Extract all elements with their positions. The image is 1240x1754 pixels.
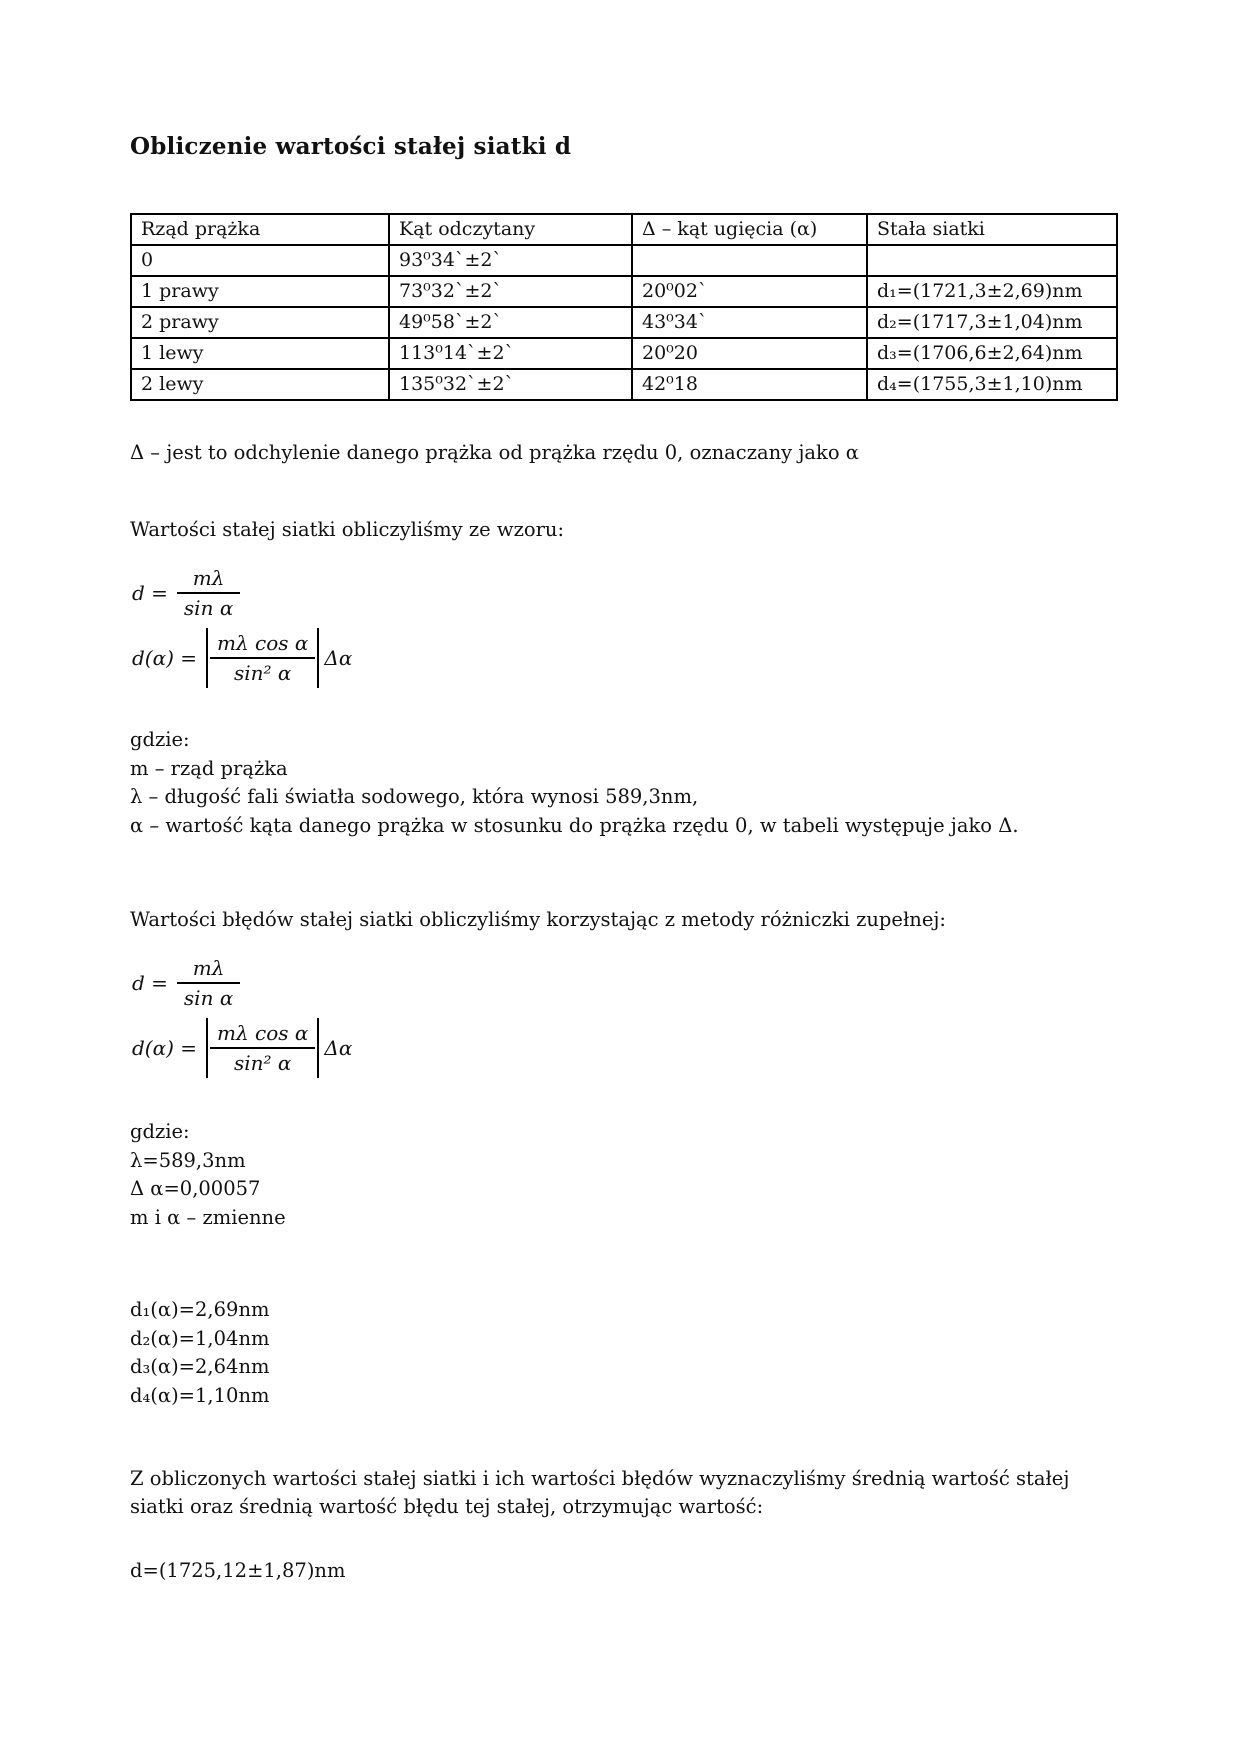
cell-angle-read: 49⁰58`±2` <box>389 307 632 338</box>
result-line: d₄(α)=1,10nm <box>130 1383 270 1407</box>
definition-line: m – rząd prążka <box>130 756 288 780</box>
cell-order: 1 prawy <box>131 276 389 307</box>
page-title: Obliczenie wartości stałej siatki d <box>130 133 572 160</box>
denominator: sin² α <box>234 661 292 685</box>
cell-deflection: 20⁰20 <box>632 338 867 369</box>
formula-lhs: d = <box>132 581 168 605</box>
formula-block-1 <box>130 566 1130 688</box>
fraction <box>177 566 240 620</box>
fraction <box>177 956 240 1010</box>
formula-lhs: d(α) = <box>132 1036 198 1060</box>
results-table <box>130 213 1118 401</box>
result-line: d₂(α)=1,04nm <box>130 1326 270 1350</box>
formula-suffix: Δα <box>324 1036 353 1060</box>
cell-order: 0 <box>131 245 389 276</box>
definition-line: λ=589,3nm <box>130 1148 246 1172</box>
cell-deflection <box>632 245 867 276</box>
delta-note: Δ – jest to odchylenie danego prążka od prążka rzędu 0, oznaczany jako α <box>130 441 859 464</box>
cell-grating-constant <box>867 245 1117 276</box>
table-row <box>131 369 1117 400</box>
numerator: mλ cos α <box>210 1021 315 1049</box>
denominator: sin² α <box>234 1051 292 1075</box>
result-line: d₁(α)=2,69nm <box>130 1298 270 1321</box>
gdzie-label: gdzie: <box>130 1120 190 1143</box>
table-row <box>131 245 1117 276</box>
formula-suffix: Δα <box>324 646 353 670</box>
cell-angle-read: 113⁰14`±2` <box>389 338 632 369</box>
absolute-value-bars <box>206 1018 319 1078</box>
cell-grating-constant: d₁=(1721,3±2,69)nm <box>867 276 1117 307</box>
col-header-stala-siatki: Stała siatki <box>867 214 1117 245</box>
formula-d-alpha <box>132 1018 1130 1078</box>
numerator: mλ cos α <box>210 631 315 659</box>
formula-d <box>132 566 1130 620</box>
denominator: sin α <box>183 986 234 1010</box>
fraction <box>210 1021 315 1075</box>
formula-d <box>132 956 1130 1010</box>
result-line: d₃(α)=2,64nm <box>130 1355 270 1378</box>
col-header-kat-odczytany: Kąt odczytany <box>389 214 632 245</box>
numerator: mλ <box>177 566 240 594</box>
cell-deflection: 42⁰18 <box>632 369 867 400</box>
formula-d-alpha <box>132 628 1130 688</box>
cell-angle-read: 73⁰32`±2` <box>389 276 632 307</box>
definition-line: α – wartość kąta danego prążka w stosunku do prążka rzędu 0, w tabeli występuje jako Δ. <box>130 813 1019 837</box>
table-row <box>131 307 1117 338</box>
cell-angle-read: 93⁰34`±2` <box>389 245 632 276</box>
final-value: d=(1725,12±1,87)nm <box>130 1559 346 1582</box>
cell-order: 2 lewy <box>131 369 389 400</box>
cell-angle-read: 135⁰32`±2` <box>389 369 632 400</box>
col-header-rzad-prazka: Rząd prążka <box>131 214 389 245</box>
definitions-section-2 <box>130 1118 1130 1232</box>
cell-order: 1 lewy <box>131 338 389 369</box>
error-formula-intro: Wartości błędów stałej siatki obliczyliśmy korzystając z metody różniczki zupełnej: <box>130 908 946 931</box>
formula-block-2 <box>130 956 1130 1078</box>
formula-lhs: d = <box>132 971 168 995</box>
table-row <box>131 276 1117 307</box>
conclusion-paragraph: Z obliczonych wartości stałej siatki i ich wartości błędów wyznaczyliśmy średnią wartość stałej siatki oraz średnią wartość błędu tej stałej, otrzymując wartość: <box>130 1467 1070 1518</box>
cell-order: 2 prawy <box>131 307 389 338</box>
formula-intro: Wartości stałej siatki obliczyliśmy ze wzoru: <box>130 518 565 541</box>
gdzie-label: gdzie: <box>130 728 190 751</box>
cell-grating-constant: d₄=(1755,3±1,10)nm <box>867 369 1117 400</box>
error-results-list <box>130 1296 1130 1410</box>
absolute-value-bars <box>206 628 319 688</box>
cell-grating-constant: d₃=(1706,6±2,64)nm <box>867 338 1117 369</box>
table-header-row <box>131 214 1117 245</box>
definitions-section-1 <box>130 726 1130 840</box>
definition-line: Δ α=0,00057 <box>130 1177 261 1200</box>
definition-line: m i α – zmienne <box>130 1205 286 1229</box>
col-header-kat-ugiecia: Δ – kąt ugięcia (α) <box>632 214 867 245</box>
definition-line: λ – długość fali światła sodowego, która wynosi 589,3nm, <box>130 785 699 808</box>
cell-deflection: 20⁰02` <box>632 276 867 307</box>
table-row <box>131 338 1117 369</box>
numerator: mλ <box>177 956 240 984</box>
formula-lhs: d(α) = <box>132 646 198 670</box>
fraction <box>210 631 315 685</box>
denominator: sin α <box>183 596 234 620</box>
cell-deflection: 43⁰34` <box>632 307 867 338</box>
cell-grating-constant: d₂=(1717,3±1,04)nm <box>867 307 1117 338</box>
